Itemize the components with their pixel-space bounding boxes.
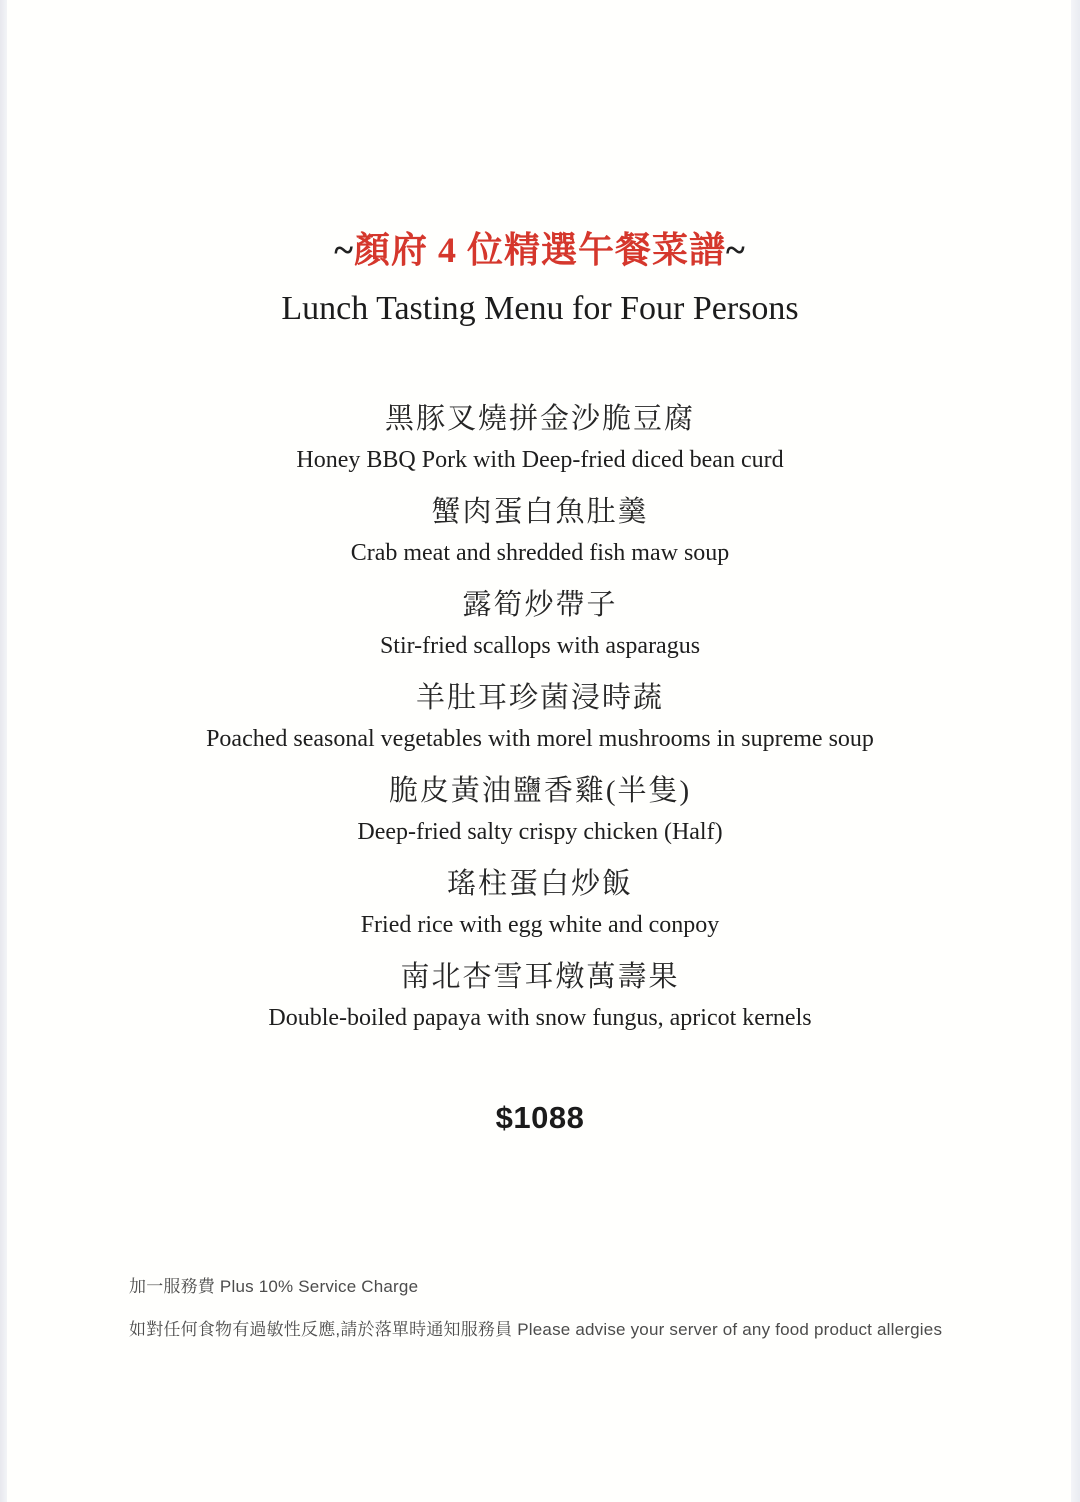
menu-item-zh: 蟹肉蛋白魚肚羹 bbox=[431, 496, 649, 528]
allergy-note: 如對任何食物有過敏性反應,請於落單時通知服務員 Please advise your server of any food product allergies bbox=[129, 1320, 943, 1339]
menu-item bbox=[0, 770, 1080, 852]
menu-title-zh bbox=[0, 222, 1080, 273]
menu-item bbox=[0, 491, 1080, 573]
menu-item bbox=[0, 863, 1080, 945]
menu-item-en: Crab meat and shredded fish maw soup bbox=[350, 540, 730, 566]
menu-item bbox=[0, 677, 1080, 759]
menu-item-zh: 羊肚耳珍菌浸時蔬 bbox=[415, 682, 664, 714]
title-tilde-suffix: ~ bbox=[726, 230, 746, 270]
menu-item-en: Honey BBQ Pork with Deep-fried diced bean curd bbox=[296, 447, 784, 473]
menu-item-zh: 露筍炒帶子 bbox=[462, 589, 618, 621]
menu-item bbox=[0, 398, 1080, 480]
menu-item-en: Stir-fried scallops with asparagus bbox=[379, 633, 701, 659]
menu-price: $1088 bbox=[495, 1100, 585, 1135]
menu-item-en: Poached seasonal vegetables with morel mushrooms in supreme soup bbox=[206, 726, 874, 752]
menu-item bbox=[0, 956, 1080, 1038]
menu-item-zh: 瑤柱蛋白炒飯 bbox=[446, 868, 633, 900]
service-charge-note: 加一服務費 Plus 10% Service Charge bbox=[129, 1277, 419, 1296]
menu-item-zh: 南北杏雪耳燉萬壽果 bbox=[400, 961, 680, 993]
title-tilde-prefix: ~ bbox=[334, 230, 354, 270]
menu-item bbox=[0, 584, 1080, 666]
menu-title-zh-text: 顏府 4 位精選午餐菜譜 bbox=[353, 230, 726, 270]
menu-item-en: Double-boiled papaya with snow fungus, apricot kernels bbox=[268, 1005, 812, 1031]
menu-item-en: Fried rice with egg white and conpoy bbox=[360, 912, 720, 938]
menu-title-en: Lunch Tasting Menu for Four Persons bbox=[281, 290, 799, 327]
menu-item-zh: 黑豚叉燒拼金沙脆豆腐 bbox=[384, 403, 695, 435]
menu-items bbox=[0, 398, 1080, 1049]
menu-item-zh: 脆皮黃油鹽香雞(半隻) bbox=[388, 775, 692, 807]
menu-item-en: Deep-fried salty crispy chicken (Half) bbox=[357, 819, 723, 845]
